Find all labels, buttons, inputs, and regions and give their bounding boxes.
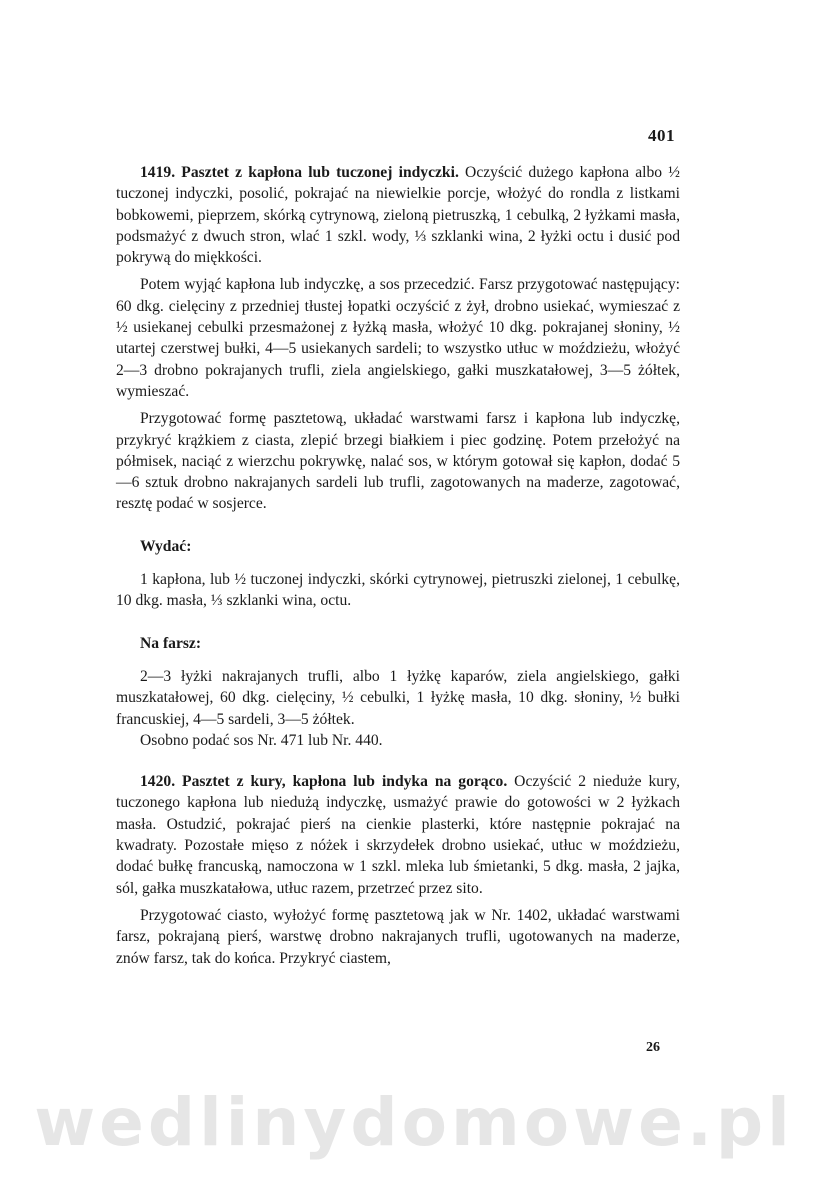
recipe-1420-heading: 1420. Pasztet z kury, kapłona lub indyka na gorąco. bbox=[140, 773, 508, 791]
watermark: wedlinydomowe.pl bbox=[34, 1084, 794, 1161]
stuffing-heading: Na farsz: bbox=[140, 634, 202, 652]
sauce-note: Osobno podać sos Nr. 471 lub Nr. 440. bbox=[140, 731, 383, 749]
section-spacer bbox=[116, 751, 680, 771]
printer-signature: 26 bbox=[646, 1040, 660, 1055]
page-number: 401 bbox=[648, 126, 675, 145]
recipe-1420-paragraph-2: Przygotować ciasto, wyłożyć formę pasztetową jak w Nr. 1402, układać warstwami farsz, pokrajaną pierś, warstwę drobno nakrajanych trufli, ugotowanych na maderze, znów farsz, tak do końca. Przykryć ciastem, bbox=[116, 906, 680, 967]
serve-ingredients: 1 kapłona, lub ½ tuczonej indyczki, skórki cytrynowej, pietruszki zielonej, 1 cebulkę, 10 dkg. masła, ⅓ szklanki wina, octu. bbox=[116, 571, 680, 610]
recipe-1419-intro-text: Oczyścić dużego kapłona albo ½ tuczonej indyczki, posolić, pokrajać na niewielkie porcje, włożyć do rondla z listkami bobkowemi, pieprzem, skórką cytrynową, zieloną pietruszką, 1 cebulką, 2 łyżkami masła, podsmażyć z dwuch stron, wlać 1 szkl. wody, ⅓ szklanki wina, 2 łyżki octu i dusić pod pokrywą do miękkości. bbox=[116, 164, 680, 267]
stuffing-ingredients: 2—3 łyżki nakrajanych trufli, albo 1 łyżkę kaparów, ziela angielskiego, gałki muszkatałowej, 60 dkg. cielęciny, ½ cebulki, 1 łyżkę masła, 10 dkg. słoniny, ½ bułki francuskiej, 4—5 sardeli, 3—5 żółtek. bbox=[116, 667, 680, 728]
serve-heading: Wydać: bbox=[140, 537, 192, 555]
page-body bbox=[116, 162, 680, 975]
recipe-1419-paragraph-2: Potem wyjąć kapłona lub indyczkę, a sos przecedzić. Farsz przygotować następujący: 60 dkg. cielęciny z przedniej tłustej łopatki oczyścić z żył, drobno usiekać, wymieszać z ½ usiekanej cebulki przesmażonej z łyżką masła, włożyć 10 dkg. pokrajanej słoniny, ½ utartej czerstwej bułki, 4—5 usiekanych sardeli; to wszystko utłuc w moździeżu, włożyć 2—3 drobno pokrajanych trufli, ziela angielskiego, gałki muszkatałowej, 3—5 żółtek, wymieszać. bbox=[116, 276, 680, 400]
recipe-1419-intro bbox=[116, 162, 680, 268]
recipe-1419-paragraph-3: Przygotować formę pasztetową, układać warstwami farsz i kapłona lub indyczkę, przykryć krążkiem z ciasta, zlepić brzegi białkiem i piec godzinę. Potem przełożyć na półmisek, naciąć z wierzchu pokrywkę, nalać sos, w którym gotował się kapłon, dodać 5—6 sztuk drobno nakrajanych sardeli lub trufli, zagotowanych na maderze, zagotować, resztę podać w sosjerce. bbox=[116, 410, 680, 513]
recipe-1420-intro-text: Oczyścić 2 nieduże kury, tuczonego kapłona lub niedużą indyczkę, usmażyć prawie do gotowości w 2 łyżkach masła. Ostudzić, pokrajać pierś na cienkie plasterki, które następnie pokrajać na kwadraty. Pozostałe mięso z nóżek i skrzydełek drobno usiekać, utłuc w moździeżu, dodać bułkę francuską, namoczona w 1 szkl. mleka lub śmietanki, 5 dkg. masła, 2 jajka, sól, gałka muszkatałowa, utłuc razem, przetrzeć przez sito. bbox=[116, 773, 680, 897]
recipe-1419-heading: 1419. Pasztet z kapłona lub tuczonej indyczki. bbox=[140, 164, 459, 181]
recipe-1420-intro bbox=[116, 771, 680, 899]
